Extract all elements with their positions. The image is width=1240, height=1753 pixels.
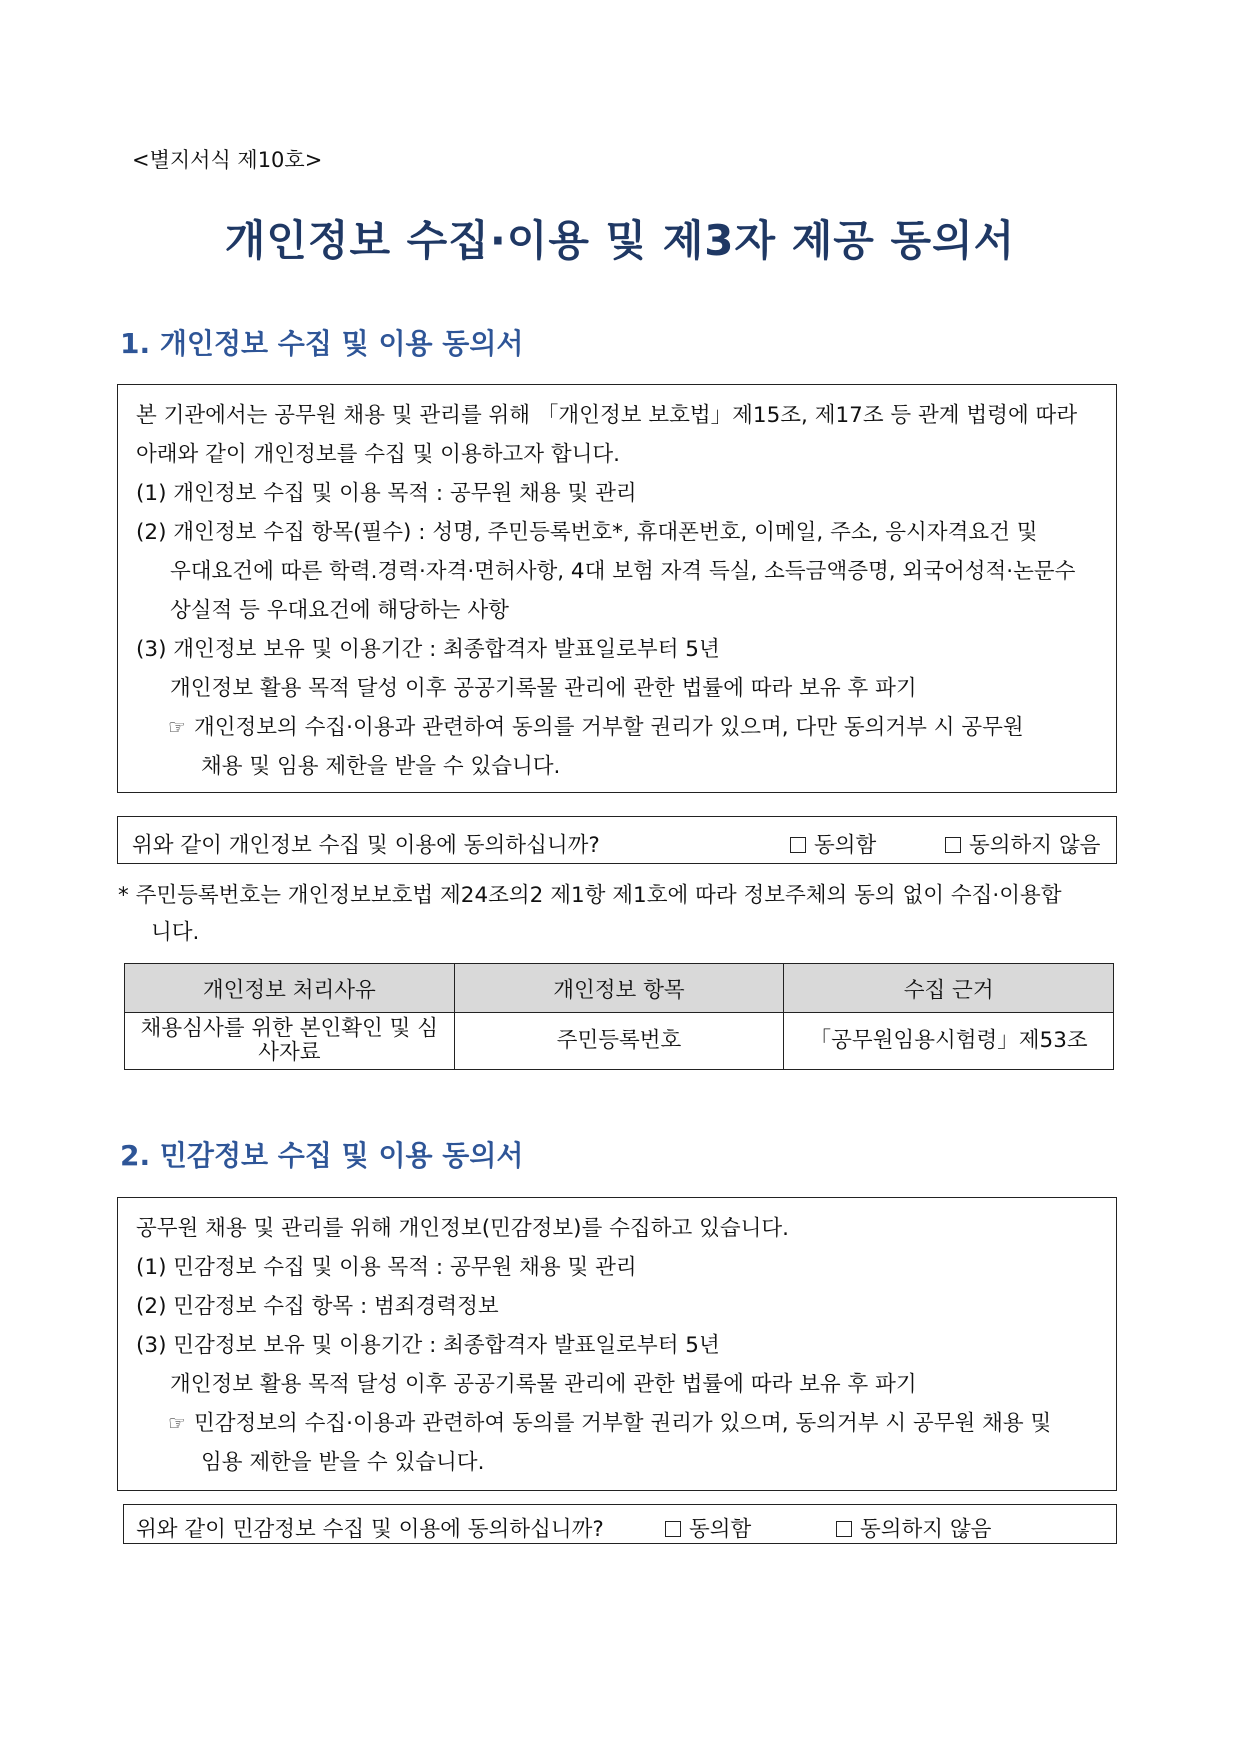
s1-line-intro-2: 아래와 같이 개인정보를 수집 및 이용하고자 합니다. (136, 442, 620, 467)
s1-line-items-2: 우대요건에 따른 학력.경력·자격·면허사항, 4대 보험 자격 득실, 소득금액증명, 외국어성적·논문수 (170, 559, 1076, 584)
s2-consent-question: 위와 같이 민감정보 수집 및 이용에 동의하십니까? (136, 1517, 604, 1542)
s1-line-items-3: 상실적 등 우대요건에 해당하는 사항 (170, 598, 509, 623)
section1-consent-row (117, 816, 1117, 864)
table-header-item: 개인정보 항목 (454, 964, 784, 1013)
s2-line-items: (2) 민감정보 수집 항목 : 범죄경력정보 (136, 1294, 499, 1319)
s1-consent-question: 위와 같이 개인정보 수집 및 이용에 동의하십니까? (132, 833, 600, 858)
s1-line-period: (3) 개인정보 보유 및 이용기간 : 최종합격자 발표일로부터 5년 (136, 637, 720, 662)
section1-content-box (117, 384, 1117, 793)
s1-line-right-notice (168, 710, 1024, 741)
s2-disagree-option[interactable] (836, 1512, 991, 1543)
s2-line-right-notice-2: 임용 제한을 받을 수 있습니다. (201, 1450, 485, 1475)
rrn-basis-table (124, 963, 1114, 1070)
s1-disagree-checkbox[interactable] (945, 837, 961, 853)
s2-right-text: 민감정보의 수집·이용과 관련하여 동의를 거부할 권리가 있으며, 동의거부 시 공무원 채용 및 (193, 1411, 1052, 1436)
pointing-hand-icon: ☞ (168, 1411, 186, 1435)
table-header-basis: 수집 근거 (784, 964, 1114, 1013)
s2-agree-option[interactable] (665, 1512, 751, 1543)
s1-agree-checkbox[interactable] (790, 837, 806, 853)
section2-content-box (117, 1197, 1117, 1491)
section1-heading: 1. 개인정보 수집 및 이용 동의서 (120, 327, 524, 360)
s1-disagree-option[interactable] (945, 828, 1100, 859)
table-cell-reason: 채용심사를 위한 본인확인 및 심사자료 (125, 1013, 455, 1070)
section2-heading: 2. 민감정보 수집 및 이용 동의서 (120, 1139, 524, 1172)
s2-agree-label: 동의함 (689, 1517, 752, 1542)
s2-disagree-checkbox[interactable] (836, 1521, 852, 1537)
table-header-reason: 개인정보 처리사유 (125, 964, 455, 1013)
s2-line-purpose: (1) 민감정보 수집 및 이용 목적 : 공무원 채용 및 관리 (136, 1255, 637, 1280)
s1-line-items: (2) 개인정보 수집 항목(필수) : 성명, 주민등록번호*, 휴대폰번호, 이메일, 주소, 응시자격요건 및 (136, 520, 1038, 545)
s1-agree-option[interactable] (790, 828, 876, 859)
table-header-row (125, 964, 1114, 1013)
rrn-note-line1: * 주민등록번호는 개인정보보호법 제24조의2 제1항 제1호에 따라 정보주체의 동의 없이 수집·이용합 (118, 883, 1062, 908)
s1-line-right-notice-2: 채용 및 임용 제한을 받을 수 있습니다. (201, 754, 561, 779)
s2-line-right-notice (168, 1406, 1051, 1437)
s1-right-text: 개인정보의 수집·이용과 관련하여 동의를 거부할 권리가 있으며, 다만 동의거부 시 공무원 (193, 715, 1024, 740)
table-cell-item: 주민등록번호 (454, 1013, 784, 1070)
section2-consent-row (123, 1504, 1117, 1544)
s1-line-purpose: (1) 개인정보 수집 및 이용 목적 : 공무원 채용 및 관리 (136, 481, 637, 506)
s2-line-intro: 공무원 채용 및 관리를 위해 개인정보(민감정보)를 수집하고 있습니다. (136, 1216, 789, 1241)
s1-disagree-label: 동의하지 않음 (969, 833, 1101, 858)
s1-agree-label: 동의함 (814, 833, 877, 858)
s2-disagree-label: 동의하지 않음 (860, 1517, 992, 1542)
pointing-hand-icon: ☞ (168, 715, 186, 739)
table-row (125, 1013, 1114, 1070)
s1-line-intro-1: 본 기관에서는 공무원 채용 및 관리를 위해 「개인정보 보호법」제15조, 제17조 등 관계 법령에 따라 (136, 403, 1078, 428)
s2-line-disposal: 개인정보 활용 목적 달성 이후 공공기록물 관리에 관한 법률에 따라 보유 후 파기 (170, 1372, 917, 1397)
s1-line-disposal: 개인정보 활용 목적 달성 이후 공공기록물 관리에 관한 법률에 따라 보유 후 파기 (170, 676, 917, 701)
document-title: 개인정보 수집·이용 및 제3자 제공 동의서 (224, 216, 1016, 265)
rrn-note-line2: 니다. (151, 920, 200, 945)
s2-line-period: (3) 민감정보 보유 및 이용기간 : 최종합격자 발표일로부터 5년 (136, 1333, 720, 1358)
s2-agree-checkbox[interactable] (665, 1521, 681, 1537)
form-number: <별지서식 제10호> (132, 148, 323, 172)
table-cell-basis: 「공무원임용시험령」제53조 (784, 1013, 1114, 1070)
